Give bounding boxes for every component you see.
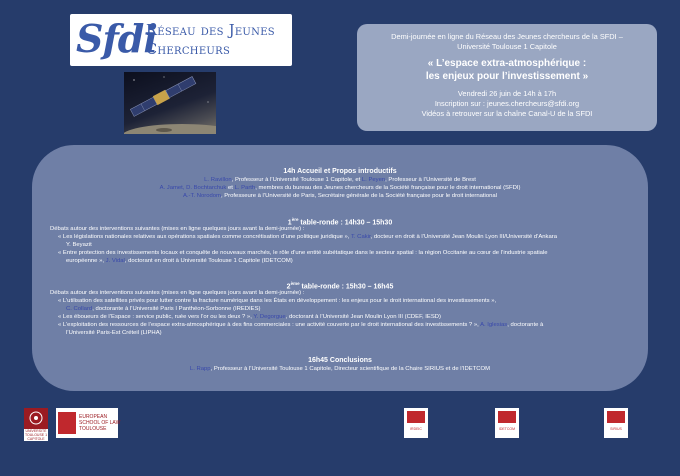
speaker-role: , membres du bureau des Jeunes chercheurs de la Société française pour le droit international (SFDI) [255,185,521,191]
speaker-role: , doctorante à l’Université Paris I Panthéon-Sorbonne (IREDIES) [92,306,261,312]
speaker-role: , doctorant à l’Université Jean Moulin Lyon III (CDEF, IESD) [285,314,441,320]
partner-logo-1-icon [407,411,425,423]
round1-suffix: ère [291,217,299,222]
network-name-line1: Réseau des Jeunes [146,23,275,39]
speaker-name: A. Iglesias [480,322,508,328]
event-signup[interactable]: Inscription sur : jeunes.chercheurs@sfdi.org [434,99,580,108]
speaker-name: A. Jamet, D. Bochtarchuk [159,185,227,191]
opening-line1 [32,177,648,185]
round1-item1-cont: Y. Beyazit [66,242,92,248]
opening-line3 [32,193,648,201]
round2-number: 2 [286,283,291,291]
round1-item1 [58,234,557,242]
round1-item2: « Entre protection des investissements locaux et conquête de nouveaux marchés, le rôle d’une entité subétatique dans le secteur spatial : la région Occitanie au cœur de l’industrie spatiale [58,250,548,256]
talk-title: « L’exploitation des ressources de l’espace extra-atmosphérique à des fins commerciales : une activité couverte par le droit international des investissements ? », [58,322,481,328]
round2-item3 [58,322,543,330]
partner-logo-2 [495,408,519,438]
partner-logo-2-label: IDETCOM [498,427,516,431]
speaker-role: , Professeur à l’Université de Brest [385,177,476,183]
connector: et [226,185,235,191]
esl-line1: EUROPEAN [79,414,108,420]
round1-intro: Débats autour des interventions suivantes (mises en ligne quelques jours avant la demi-journée) : [50,226,305,232]
speaker-role: , doctorant en droit à Université Toulouse 1 Capitole (IDETCOM) [124,258,293,264]
speaker-role: , docteur en droit à l’Université Jean Moulin Lyon III/Université d’Ankara [370,234,558,240]
speaker-name: A.-T. Norodom [182,193,221,199]
partner-logo-1-label: IRDEIC [410,427,422,431]
round2-item1: « L’utilisation des satellites privés pour lutter contre la fracture numérique dans les États en développement : les enjeux pour le droit international des investissements », [58,298,497,304]
network-name [146,22,275,60]
esl-line2: SCHOOL OF LAW [79,420,121,426]
esl-logo [56,408,121,438]
closing-line [32,366,648,374]
speaker-name: L. Peyen [361,177,386,183]
esl-line3: TOULOUSE [79,426,107,432]
partner-logo-1 [404,408,428,438]
sfdi-logo [70,14,292,66]
speaker-role: , Professeur à l’Université Toulouse 1 Capitole, Directeur scientifique de la Chaire SIRIUS et de l’IDETCOM [210,366,491,372]
speaker-name: C. Collard [66,306,93,312]
round2-suffix: ème [290,281,300,286]
partner-logo-3-icon [607,411,625,423]
round2-item3-cont: l’Université Paris-Est Créteil (LIPHA) [66,330,162,336]
satellite-illustration [124,72,216,134]
talk-title: européenne », [66,258,106,264]
event-title-line1: « L’espace extra-atmosphérique : [427,58,587,69]
talk-title: « Les législations nationales relatives aux opérations spatiales comme concrétisation d’une politique juridique », [58,234,351,240]
partner-logo-2-icon [498,411,516,423]
round2-item2 [58,314,441,322]
round2-time: table-ronde : 15h30 – 16h45 [299,283,394,291]
round2-item1-cont [66,306,261,314]
event-date: Vendredi 26 juin de 14h à 17h [457,89,557,98]
speaker-name: J. Vidal [105,258,125,264]
event-line2: Université Toulouse 1 Capitole [457,42,557,51]
speaker-name: Y. Degorgue [253,314,286,320]
round2-intro: Débats autour des interventions suivantes (mises en ligne quelques jours avant la demi-journée) : [50,290,305,296]
round1-item2-cont [66,258,293,266]
closing-title: 16h45 Conclusions [308,357,372,364]
event-line1: Demi-journée en ligne du Réseau des Jeunes chercheurs de la SFDI – [391,32,623,41]
speaker-name: T. Cakir [350,234,371,240]
satellite-image [124,72,216,134]
event-title-line2: les enjeux pour l’investissement » [425,71,589,82]
speaker-role: , doctorante à [507,322,544,328]
speaker-name: L. Parth [234,185,256,191]
talk-title: « Les éboueurs de l’Espace : service public, ruée vers l’or ou les deux ? », [58,314,254,320]
speaker-role: , Professeur à l’Université Toulouse 1 Capitole, et [231,177,362,183]
partner-logo-3 [604,408,628,438]
esl-emblem-icon [58,412,76,434]
round1-number: 1 [287,219,292,227]
opening-line2 [32,185,648,193]
speaker-role: , Professeure à l’Université de Paris, Secrétaire générale de la Société française pour le droit international [220,193,497,199]
partner-logo-3-label: SIRIUS [610,427,622,431]
network-name-line2: Chercheurs [146,42,231,58]
ut1-emblem-icon [24,408,48,428]
opening-title: 14h Accueil et Propos introductifs [283,168,397,175]
ut1-label: UNIVERSITÉ TOULOUSE 1 CAPITOLE [24,429,48,441]
event-info-panel [357,24,657,131]
event-videos: Vidéos à retrouver sur la chaîne Canal-U de la SFDI [421,109,593,118]
program-panel [32,145,648,391]
speaker-name: L. Rapp [189,366,211,372]
round1-time: table-ronde : 14h30 – 15h30 [298,219,393,227]
sfdi-logo-text: Sfdi [76,16,157,61]
speaker-name: L. Ravillon [204,177,232,183]
